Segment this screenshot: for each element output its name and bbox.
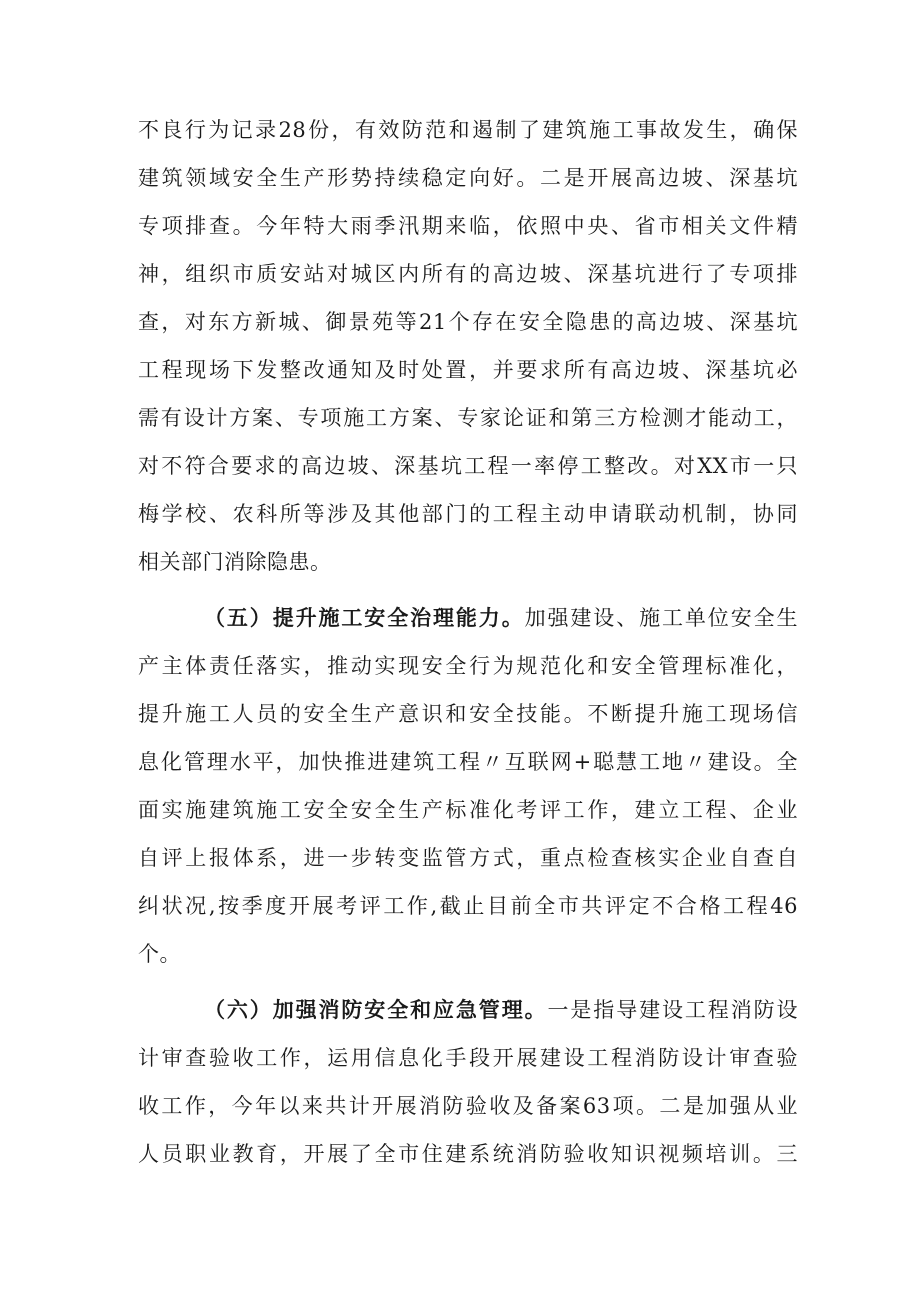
body-text-line: 梅学校、农科所等涉及其他部门的工程主动申请联动机制，协同 <box>138 502 798 526</box>
body-text-line: 不良行为记录28份，有效防范和遏制了建筑施工事故发生，确保 <box>138 118 798 142</box>
body-text-line: 自评上报体系，进一步转变监管方式，重点检查核实企业自查自 <box>138 846 798 870</box>
body-text-line: 需有设计方案、专项施工方案、专家论证和第三方检测才能动工， <box>138 406 798 430</box>
body-text-line: 专项排查。今年特大雨季汛期来临，依照中央、省市相关文件精 <box>138 214 798 238</box>
body-text-line: 提升施工人员的安全生产意识和安全技能。不断提升施工现场信 <box>138 702 798 726</box>
body-text-line: 工程现场下发整改通知及时处置，并要求所有高边坡、深基坑必 <box>138 358 798 382</box>
body-text-line: 计审查验收工作，运用信息化手段开展建设工程消防设计审查验 <box>138 1046 798 1070</box>
body-text-line: 对不符合要求的高边坡、深基坑工程一率停工整改。对XX市一只 <box>138 454 798 478</box>
body-text-line: 神，组织市质安站对城区内所有的高边坡、深基坑进行了专项排 <box>138 262 798 286</box>
section-heading: （五）提升施工安全治理能力。 <box>204 605 525 630</box>
body-text-line: 建筑领域安全生产形势持续稳定向好。二是开展高边坡、深基坑 <box>138 166 798 190</box>
section-first-line <box>204 603 798 633</box>
body-text-line: 产主体责任落实，推动实现安全行为规范化和安全管理标准化， <box>138 654 798 678</box>
body-text-line: 相关部门消除隐患。 <box>138 550 332 574</box>
body-text-line: 收工作，今年以来共计开展消防验收及备案63项。二是加强从业 <box>138 1094 798 1118</box>
section-first-line <box>204 995 798 1025</box>
section-heading: （六）加强消防安全和应急管理。 <box>204 997 548 1022</box>
body-text-line: 人员职业教育，开展了全市住建系统消防验收知识视频培训。三 <box>138 1142 798 1166</box>
body-text-line: 纠状况,按季度开展考评工作,截止目前全市共评定不合格工程46 <box>138 894 798 918</box>
body-text-span: 加强建设、施工单位安全生 <box>524 606 799 630</box>
body-text-line: 查，对东方新城、御景苑等21个存在安全隐患的高边坡、深基坑 <box>138 310 798 334</box>
body-text-span: 一是指导建设工程消防设 <box>547 998 798 1022</box>
body-text-line: 息化管理水平，加快推进建筑工程〃互联网+聪慧工地〃建设。全 <box>138 750 798 774</box>
body-text-line: 个。 <box>138 942 181 966</box>
body-text-line: 面实施建筑施工安全安全生产标准化考评工作，建立工程、企业 <box>138 798 798 822</box>
